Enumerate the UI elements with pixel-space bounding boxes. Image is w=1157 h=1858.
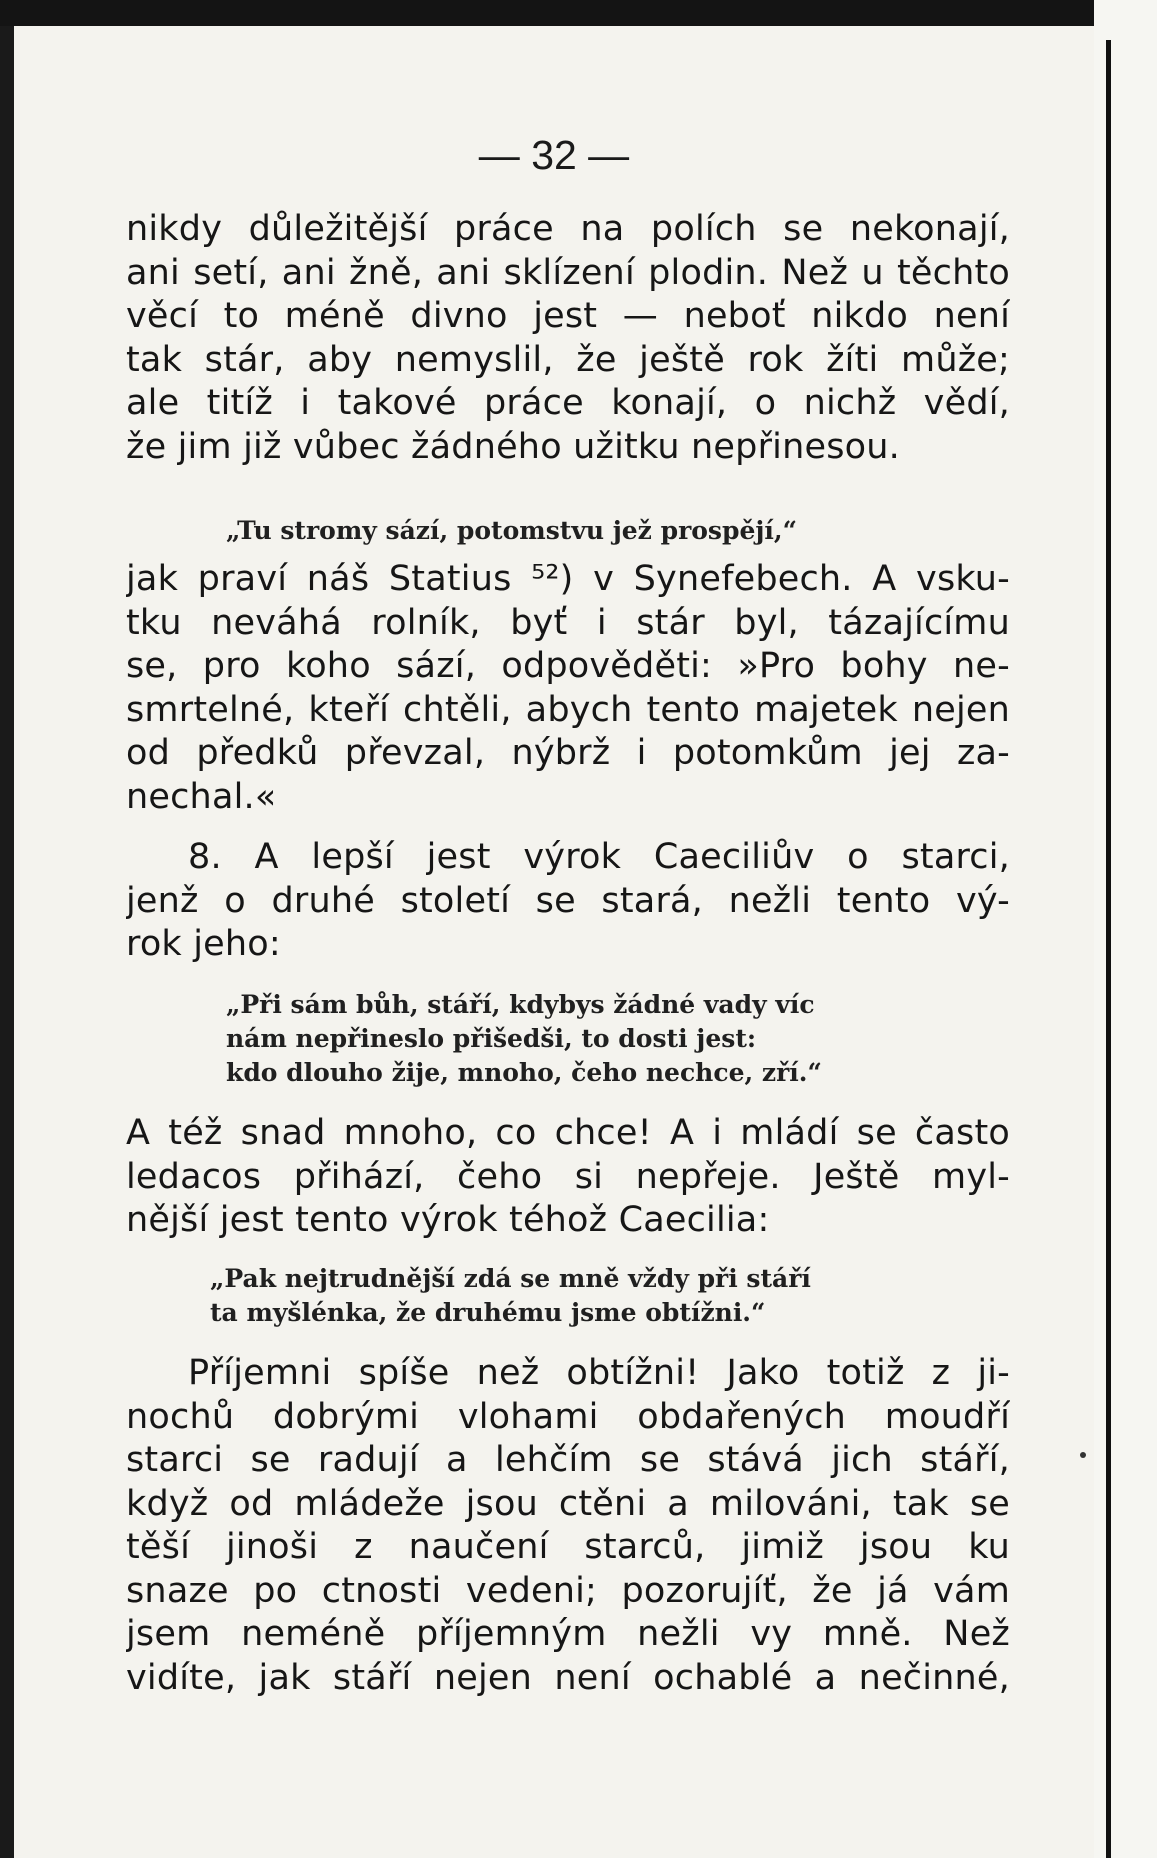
- text-line: nikdy důležitější práce na polích se nekonají,: [126, 209, 1010, 249]
- text-line: 8. A lepší jest výrok Caeciliův o starci,: [188, 837, 1010, 877]
- page-number: — 32 —: [478, 132, 630, 178]
- text-line: od předků převzal, nýbrž i potomkům jej za-: [126, 733, 1010, 773]
- text-line: vidíte, jak stáří nejen není ochablé a nečinné,: [126, 1657, 1010, 1698]
- scan-right-edge: [1094, 0, 1157, 1858]
- verse-line: ta myšlénka, že druhému jsme obtížni.“: [210, 1298, 766, 1327]
- scan-speck: [1080, 1452, 1086, 1458]
- text-line: těší jinoši z naučení starců, jimiž jsou ku: [126, 1527, 1010, 1567]
- text-line: když od mládeže jsou ctěni a milováni, tak se: [126, 1483, 1010, 1524]
- verse-quote-3: [210, 1262, 811, 1330]
- book-page: [14, 26, 1094, 1858]
- verse-line: „Při sám bůh, stáří, kdybys žádné vady víc: [226, 990, 815, 1019]
- text-line: věcí to méně divno jest — neboť nikdo není: [126, 296, 1010, 336]
- text-line: jenž o druhé století se stará, nežli tento vý-: [126, 880, 1010, 921]
- text-line: se, pro koho sází, odpověděti: »Pro bohy ne-: [126, 646, 1010, 686]
- verse-line: „Pak nejtrudnější zdá se mně vždy při stáří: [210, 1264, 811, 1293]
- verse-line: kdo dlouho žije, mnoho, čeho nechce, zří.“: [226, 1058, 822, 1087]
- text-line: snaze po ctnosti vedeni; pozorujíť, že já vám: [126, 1570, 1010, 1611]
- text-line: tku neváhá rolník, byť i stár byl, tázajícímu: [126, 602, 1010, 643]
- paragraph-3: [126, 836, 1010, 967]
- text-line: Příjemni spíše než obtížni! Jako totiž z ji-: [188, 1353, 1010, 1393]
- text-line: že jim již vůbec žádného užitku nepřinesou.: [126, 426, 900, 467]
- paragraph-5: [126, 1352, 1010, 1700]
- paragraph-1: [126, 208, 1010, 469]
- text-line: A též snad mnoho, co chce! A i mládí se často: [126, 1113, 1010, 1153]
- text-line: nochů dobrými vlohami obdařených moudří: [126, 1396, 1010, 1437]
- text-line: nechal.«: [126, 776, 277, 817]
- text-line: tak stár, aby nemyslil, že ještě rok žíti může;: [126, 339, 1010, 380]
- text-line: ale titíž i takové práce konají, o nichž vědí,: [126, 383, 1010, 423]
- text-line: jsem neméně příjemným nežli vy mně. Než: [126, 1614, 1010, 1654]
- text-line: jak praví náš Statius ⁵²) v Synefebech. A vsku-: [126, 559, 1010, 599]
- text-line: smrtelné, kteří chtěli, abych tento majetek nejen: [126, 689, 1010, 730]
- text-line: nější jest tento výrok téhož Caecilia:: [126, 1200, 770, 1240]
- paragraph-2: [126, 558, 1010, 819]
- text-line: starci se radují a lehčím se stává jich stáří,: [126, 1440, 1010, 1480]
- scan-top-edge: [0, 0, 1157, 26]
- paragraph-4: [126, 1112, 1010, 1243]
- text-line: ani setí, ani žně, ani sklízení plodin. Než u těchto: [126, 252, 1010, 293]
- verse-quote-1: „Tu stromy sází, potomstvu jež prospějí,“: [226, 516, 797, 545]
- text-line: rok jeho:: [126, 924, 281, 964]
- verse-line: nám nepřineslo přišedši, to dosti jest:: [226, 1024, 757, 1053]
- text-line: ledacos přihází, čeho si nepřeje. Ještě myl-: [126, 1156, 1010, 1197]
- verse-quote-2: [226, 988, 822, 1090]
